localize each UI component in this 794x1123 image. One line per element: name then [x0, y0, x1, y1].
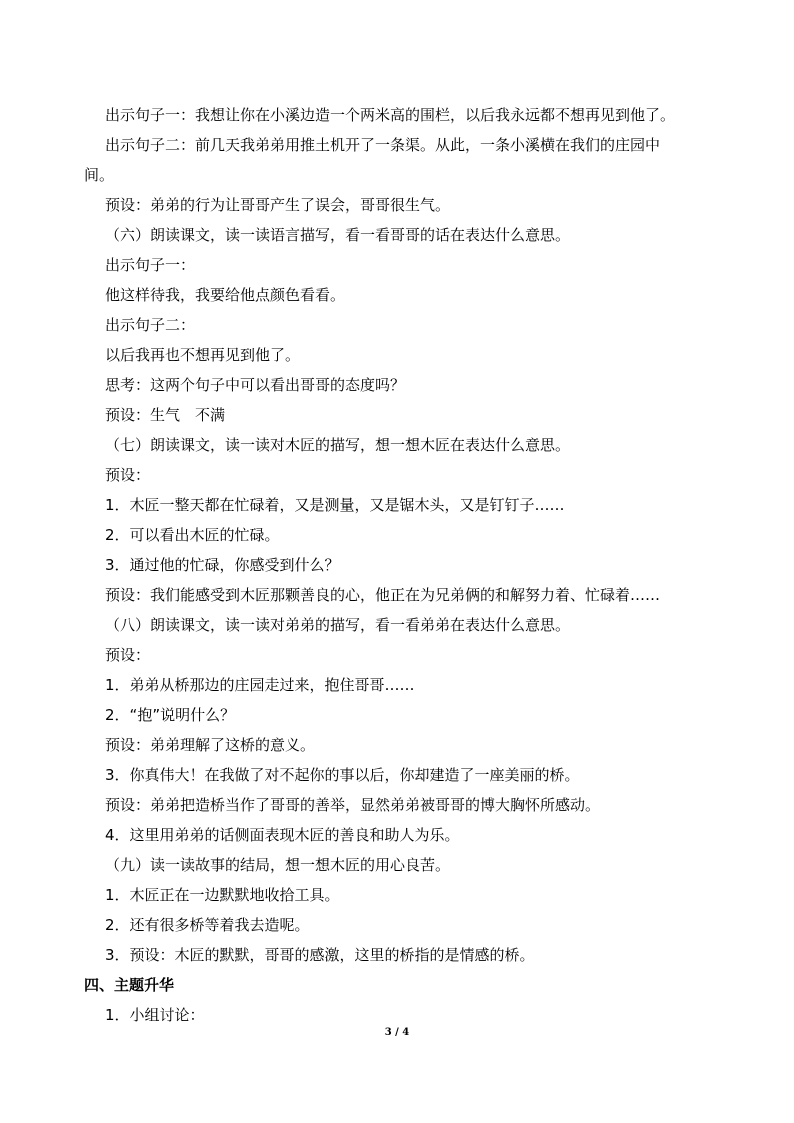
list-item: 4．这里用弟弟的话侧面表现木匠的善良和助人为乐。	[105, 826, 460, 844]
text-line: 预设：我们能感受到木匠那颗善良的心，他正在为兄弟俩的和解努力着、忙碌着……	[105, 586, 661, 604]
section-heading: （七）朗读课文，读一读对木匠的描写，想一想木匠在表达什么意思。	[105, 436, 571, 454]
text-line: 出示句子一：我想让你在小溪边造一个两米高的围栏，以后我永远都不想再见到他了。	[105, 106, 676, 124]
text-line: 预设：弟弟把造桥当作了哥哥的善举，显然弟弟被哥哥的博大胸怀所感动。	[105, 796, 601, 814]
text-line: 出示句子二：前几天我弟弟用推土机开了一条渠。从此，一条小溪横在我们的庄园中	[105, 136, 661, 154]
text-line: 出示句子一：	[105, 256, 196, 274]
text-line: 以后我再也不想再见到他了。	[105, 346, 301, 364]
text-line: 思考：这两个句子中可以看出哥哥的态度吗？	[105, 376, 406, 394]
text-line: 间。	[84, 166, 115, 184]
text-line: 他这样待我，我要给他点颜色看看。	[105, 286, 346, 304]
list-item: 2．可以看出木匠的忙碌。	[105, 526, 280, 544]
list-item: 2．还有很多桥等着我去造呢。	[105, 916, 310, 934]
text-line: 预设：	[105, 646, 151, 664]
text-line: 预设：弟弟的行为让哥哥产生了误会，哥哥很生气。	[105, 196, 451, 214]
list-item: 1．小组讨论：	[105, 1006, 205, 1024]
section-heading: （九）读一读故事的结局，想一想木匠的用心良苦。	[105, 856, 451, 874]
list-item: 3．通过他的忙碌，你感受到什么？	[105, 556, 340, 574]
list-item: 1．木匠一整天都在忙碌着，又是测量，又是锯木头，又是钉钉子……	[105, 496, 565, 514]
main-section-heading: 四、主题升华	[84, 976, 175, 994]
list-item: 3．预设：木匠的默默，哥哥的感激，这里的桥指的是情感的桥。	[105, 946, 535, 964]
page-number: 3 / 4	[384, 1027, 410, 1038]
text-line: 预设：生气 不满	[105, 406, 226, 424]
section-heading: （八）朗读课文，读一读对弟弟的描写，看一看弟弟在表达什么意思。	[105, 616, 571, 634]
list-item: 1．木匠正在一边默默地收拾工具。	[105, 886, 340, 904]
list-item: 3．你真伟大！在我做了对不起你的事以后，你却建造了一座美丽的桥。	[105, 766, 580, 784]
text-line: 出示句子二：	[105, 316, 196, 334]
text-line: 预设：	[105, 466, 151, 484]
list-item: 1．弟弟从桥那边的庄园走过来，抱住哥哥……	[105, 676, 415, 694]
text-line: 预设：弟弟理解了这桥的意义。	[105, 736, 316, 754]
list-item: 2．“抱”说明什么？	[105, 706, 236, 724]
section-heading: （六）朗读课文，读一读语言描写，看一看哥哥的话在表达什么意思。	[105, 226, 571, 244]
document-body	[84, 100, 710, 1030]
